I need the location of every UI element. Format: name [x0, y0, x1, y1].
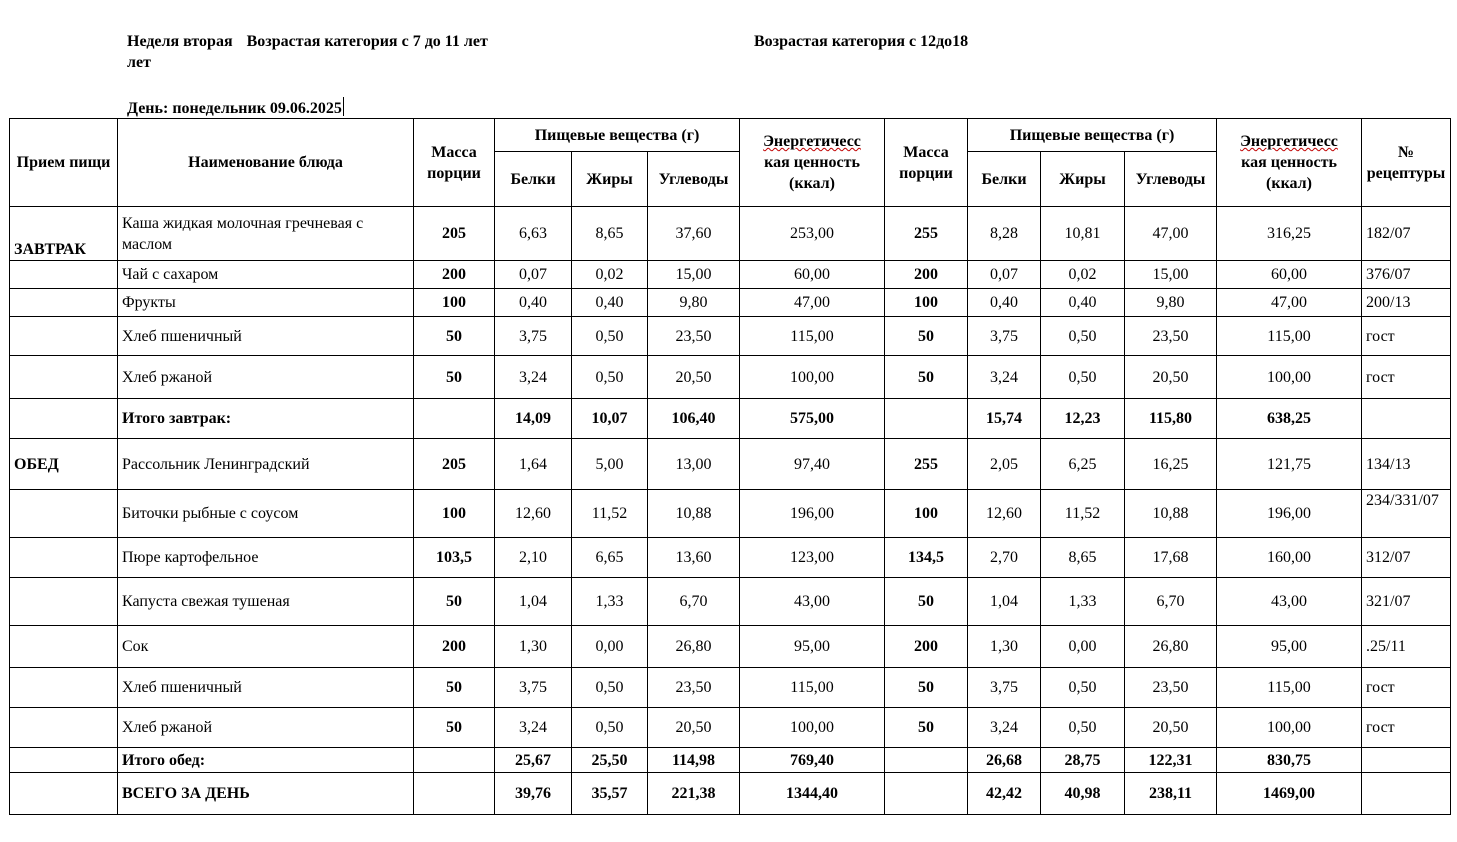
- carbs-1: 9,80: [648, 289, 740, 317]
- energy-1: 196,00: [740, 490, 885, 538]
- energy-1-part-b: кая ценность (ккал): [764, 154, 860, 192]
- energy-2: 95,00: [1217, 626, 1362, 668]
- dish-name: Хлеб пшеничный: [118, 668, 414, 708]
- mass-2: 50: [885, 578, 968, 626]
- energy-2: 196,00: [1217, 490, 1362, 538]
- meal-cell: [10, 538, 118, 578]
- carbs-2: 16,25: [1125, 439, 1217, 490]
- table-row: [10, 538, 1451, 578]
- mass-1: [414, 748, 495, 773]
- carbs-1: 23,50: [648, 317, 740, 356]
- fat-1: 0,50: [572, 708, 648, 748]
- meal-cell: [10, 356, 118, 399]
- carbs-1: 15,00: [648, 261, 740, 289]
- recipe-number: гост: [1362, 317, 1451, 356]
- carbs-1: 20,50: [648, 356, 740, 399]
- protein-2: 1,04: [968, 578, 1041, 626]
- protein-2: 3,24: [968, 356, 1041, 399]
- recipe-number: 312/07: [1362, 538, 1451, 578]
- protein-1: 3,24: [495, 708, 572, 748]
- protein-1: 2,10: [495, 538, 572, 578]
- mass-2: 100: [885, 289, 968, 317]
- carbs-2: 47,00: [1125, 207, 1217, 261]
- recipe-number: [1362, 773, 1451, 815]
- col-mass-2: Масса порции: [885, 119, 968, 207]
- fat-1: 6,65: [572, 538, 648, 578]
- mass-1: 50: [414, 668, 495, 708]
- table-row: [10, 289, 1451, 317]
- protein-1: 12,60: [495, 490, 572, 538]
- age-category-1: Возрастая категория с 7 до 11 лет: [246, 33, 488, 50]
- fat-1: 35,57: [572, 773, 648, 815]
- energy-1: 100,00: [740, 708, 885, 748]
- recipe-number: [1362, 748, 1451, 773]
- table-header: [10, 119, 1451, 207]
- mass-2: [885, 399, 968, 439]
- col-nutrients-2: Пищевые вещества (г): [968, 119, 1217, 152]
- mass-2: 50: [885, 708, 968, 748]
- week-label: Неделя вторая: [127, 33, 233, 50]
- recipe-number: гост: [1362, 356, 1451, 399]
- dish-name: Чай с сахаром: [118, 261, 414, 289]
- carbs-2: 115,80: [1125, 399, 1217, 439]
- fat-1: 11,52: [572, 490, 648, 538]
- energy-2-part-b: кая ценность (ккал): [1241, 154, 1337, 192]
- recipe-number: 234/331/07: [1362, 490, 1451, 538]
- energy-2: 47,00: [1217, 289, 1362, 317]
- recipe-number: 321/07: [1362, 578, 1451, 626]
- col-protein-2: Белки: [968, 152, 1041, 207]
- fat-1: 0,50: [572, 668, 648, 708]
- table-row: [10, 626, 1451, 668]
- mass-2: 100: [885, 490, 968, 538]
- carbs-1: 221,38: [648, 773, 740, 815]
- protein-1: 3,75: [495, 317, 572, 356]
- protein-2: 1,30: [968, 626, 1041, 668]
- carbs-2: 26,80: [1125, 626, 1217, 668]
- energy-2: 316,25: [1217, 207, 1362, 261]
- table-row: [10, 261, 1451, 289]
- carbs-1: 106,40: [648, 399, 740, 439]
- fat-2: 12,23: [1041, 399, 1125, 439]
- energy-1: 123,00: [740, 538, 885, 578]
- table-row: [10, 207, 1451, 261]
- protein-2: 0,07: [968, 261, 1041, 289]
- energy-1: 115,00: [740, 668, 885, 708]
- fat-2: 0,50: [1041, 356, 1125, 399]
- protein-1: 1,30: [495, 626, 572, 668]
- meal-cell: [10, 490, 118, 538]
- carbs-1: 10,88: [648, 490, 740, 538]
- age-category-1-wrap: лет: [127, 54, 151, 71]
- recipe-number: гост: [1362, 708, 1451, 748]
- meal-cell: [10, 708, 118, 748]
- protein-1: 25,67: [495, 748, 572, 773]
- fat-1: 0,02: [572, 261, 648, 289]
- carbs-1: 13,60: [648, 538, 740, 578]
- fat-2: 0,50: [1041, 708, 1125, 748]
- mass-1: 50: [414, 356, 495, 399]
- energy-2: 121,75: [1217, 439, 1362, 490]
- carbs-2: 20,50: [1125, 356, 1217, 399]
- carbs-1: 37,60: [648, 207, 740, 261]
- protein-1: 1,04: [495, 578, 572, 626]
- recipe-number: 134/13: [1362, 439, 1451, 490]
- col-recipe: № рецептуры: [1362, 119, 1451, 207]
- mass-1: 100: [414, 289, 495, 317]
- carbs-1: 13,00: [648, 439, 740, 490]
- meal-cell: ОБЕД: [10, 439, 118, 490]
- dish-name: Капуста свежая тушеная: [118, 578, 414, 626]
- mass-2: 255: [885, 439, 968, 490]
- fat-2: 1,33: [1041, 578, 1125, 626]
- protein-2: 2,70: [968, 538, 1041, 578]
- energy-1: 769,40: [740, 748, 885, 773]
- energy-2: 60,00: [1217, 261, 1362, 289]
- dish-name: Итого обед:: [118, 748, 414, 773]
- table-row: [10, 490, 1451, 538]
- energy-1: 97,40: [740, 439, 885, 490]
- protein-2: 12,60: [968, 490, 1041, 538]
- dish-name: Каша жидкая молочная гречневая с маслом: [118, 207, 414, 261]
- protein-2: 42,42: [968, 773, 1041, 815]
- carbs-2: 10,88: [1125, 490, 1217, 538]
- fat-2: 28,75: [1041, 748, 1125, 773]
- carbs-1: 26,80: [648, 626, 740, 668]
- protein-1: 3,75: [495, 668, 572, 708]
- table-row: [10, 773, 1451, 815]
- day-label: [127, 97, 344, 119]
- mass-2: 50: [885, 317, 968, 356]
- table-row: [10, 578, 1451, 626]
- col-nutrients-1: Пищевые вещества (г): [495, 119, 740, 152]
- fat-1: 5,00: [572, 439, 648, 490]
- carbs-1: 20,50: [648, 708, 740, 748]
- meal-cell: [10, 773, 118, 815]
- protein-2: 8,28: [968, 207, 1041, 261]
- protein-2: 0,40: [968, 289, 1041, 317]
- mass-1: 205: [414, 207, 495, 261]
- col-dish: Наименование блюда: [118, 119, 414, 207]
- energy-1: 60,00: [740, 261, 885, 289]
- energy-1: 100,00: [740, 356, 885, 399]
- fat-1: 0,50: [572, 356, 648, 399]
- energy-2-part-a: Энергетичесс: [1240, 133, 1338, 150]
- meal-cell: [10, 317, 118, 356]
- energy-1: 115,00: [740, 317, 885, 356]
- mass-1: [414, 399, 495, 439]
- meal-cell: [10, 748, 118, 773]
- col-carbs-1: Углеводы: [648, 152, 740, 207]
- protein-2: 15,74: [968, 399, 1041, 439]
- dish-name: Рассольник Ленинградский: [118, 439, 414, 490]
- dish-name: Хлеб ржаной: [118, 356, 414, 399]
- table-body: [10, 207, 1451, 815]
- fat-1: 8,65: [572, 207, 648, 261]
- recipe-number: .25/11: [1362, 626, 1451, 668]
- mass-1: 50: [414, 317, 495, 356]
- fat-1: 0,00: [572, 626, 648, 668]
- fat-1: 10,07: [572, 399, 648, 439]
- energy-1: 47,00: [740, 289, 885, 317]
- protein-2: 3,75: [968, 317, 1041, 356]
- energy-2: 830,75: [1217, 748, 1362, 773]
- table-row: [10, 748, 1451, 773]
- protein-2: 3,24: [968, 708, 1041, 748]
- menu-table: [9, 118, 1451, 815]
- carbs-2: 122,31: [1125, 748, 1217, 773]
- energy-2: 115,00: [1217, 668, 1362, 708]
- fat-2: 6,25: [1041, 439, 1125, 490]
- mass-1: 103,5: [414, 538, 495, 578]
- fat-2: 40,98: [1041, 773, 1125, 815]
- dish-name: Фрукты: [118, 289, 414, 317]
- carbs-2: 17,68: [1125, 538, 1217, 578]
- recipe-number: [1362, 399, 1451, 439]
- table-row: [10, 317, 1451, 356]
- fat-1: 1,33: [572, 578, 648, 626]
- mass-2: 134,5: [885, 538, 968, 578]
- col-fat-2: Жиры: [1041, 152, 1125, 207]
- carbs-2: 238,11: [1125, 773, 1217, 815]
- age-category-2: Возрастая категория с 12до18: [754, 33, 969, 50]
- carbs-2: 20,50: [1125, 708, 1217, 748]
- meal-cell: [10, 578, 118, 626]
- col-energy-1: [740, 119, 885, 207]
- fat-2: 0,50: [1041, 317, 1125, 356]
- dish-name: Хлеб ржаной: [118, 708, 414, 748]
- mass-1: 200: [414, 626, 495, 668]
- fat-2: 10,81: [1041, 207, 1125, 261]
- protein-1: 6,63: [495, 207, 572, 261]
- carbs-2: 23,50: [1125, 317, 1217, 356]
- protein-1: 3,24: [495, 356, 572, 399]
- energy-2: 115,00: [1217, 317, 1362, 356]
- carbs-2: 9,80: [1125, 289, 1217, 317]
- fat-2: 8,65: [1041, 538, 1125, 578]
- fat-2: 11,52: [1041, 490, 1125, 538]
- dish-name: Сок: [118, 626, 414, 668]
- text-cursor: [343, 97, 344, 116]
- mass-2: [885, 773, 968, 815]
- protein-1: 0,40: [495, 289, 572, 317]
- meal-cell: [10, 399, 118, 439]
- energy-2: 160,00: [1217, 538, 1362, 578]
- mass-1: 50: [414, 578, 495, 626]
- dish-name: Итого завтрак:: [118, 399, 414, 439]
- col-meal: Прием пищи: [10, 119, 118, 207]
- recipe-number: гост: [1362, 668, 1451, 708]
- carbs-2: 23,50: [1125, 668, 1217, 708]
- recipe-number: 376/07: [1362, 261, 1451, 289]
- dish-name: ВСЕГО ЗА ДЕНЬ: [118, 773, 414, 815]
- col-fat-1: Жиры: [572, 152, 648, 207]
- fat-1: 0,40: [572, 289, 648, 317]
- energy-2: 638,25: [1217, 399, 1362, 439]
- mass-1: [414, 773, 495, 815]
- protein-1: 39,76: [495, 773, 572, 815]
- mass-1: 205: [414, 439, 495, 490]
- meal-cell: [10, 626, 118, 668]
- fat-2: 0,40: [1041, 289, 1125, 317]
- col-mass-1: Масса порции: [414, 119, 495, 207]
- protein-2: 2,05: [968, 439, 1041, 490]
- mass-2: 255: [885, 207, 968, 261]
- energy-1: 1344,40: [740, 773, 885, 815]
- col-carbs-2: Углеводы: [1125, 152, 1217, 207]
- header-line: [127, 31, 488, 52]
- energy-2: 1469,00: [1217, 773, 1362, 815]
- energy-2: 43,00: [1217, 578, 1362, 626]
- mass-1: 200: [414, 261, 495, 289]
- protein-1: 1,64: [495, 439, 572, 490]
- energy-1-part-a: Энергетичесс: [763, 133, 861, 150]
- meal-cell: ЗАВТРАК: [10, 207, 118, 261]
- mass-1: 50: [414, 708, 495, 748]
- fat-2: 0,50: [1041, 668, 1125, 708]
- energy-1: 253,00: [740, 207, 885, 261]
- dish-name: Хлеб пшеничный: [118, 317, 414, 356]
- table-row: [10, 356, 1451, 399]
- mass-1: 100: [414, 490, 495, 538]
- mass-2: 200: [885, 626, 968, 668]
- protein-1: 0,07: [495, 261, 572, 289]
- day-text: День: понедельник 09.06.2025: [127, 100, 342, 117]
- table-row: [10, 708, 1451, 748]
- protein-2: 26,68: [968, 748, 1041, 773]
- fat-1: 0,50: [572, 317, 648, 356]
- carbs-2: 6,70: [1125, 578, 1217, 626]
- dish-name: Биточки рыбные с соусом: [118, 490, 414, 538]
- dish-name: Пюре картофельное: [118, 538, 414, 578]
- meal-cell: [10, 668, 118, 708]
- fat-2: 0,00: [1041, 626, 1125, 668]
- table-row: [10, 439, 1451, 490]
- recipe-number: 182/07: [1362, 207, 1451, 261]
- protein-1: 14,09: [495, 399, 572, 439]
- table-row: [10, 668, 1451, 708]
- energy-1: 43,00: [740, 578, 885, 626]
- fat-1: 25,50: [572, 748, 648, 773]
- carbs-2: 15,00: [1125, 261, 1217, 289]
- mass-2: 50: [885, 356, 968, 399]
- col-protein-1: Белки: [495, 152, 572, 207]
- mass-2: [885, 748, 968, 773]
- col-energy-2: [1217, 119, 1362, 207]
- carbs-1: 23,50: [648, 668, 740, 708]
- protein-2: 3,75: [968, 668, 1041, 708]
- carbs-1: 6,70: [648, 578, 740, 626]
- fat-2: 0,02: [1041, 261, 1125, 289]
- carbs-1: 114,98: [648, 748, 740, 773]
- meal-cell: [10, 261, 118, 289]
- energy-1: 575,00: [740, 399, 885, 439]
- mass-2: 200: [885, 261, 968, 289]
- meal-cell: [10, 289, 118, 317]
- mass-2: 50: [885, 668, 968, 708]
- energy-2: 100,00: [1217, 356, 1362, 399]
- table-row: [10, 399, 1451, 439]
- energy-1: 95,00: [740, 626, 885, 668]
- recipe-number: 200/13: [1362, 289, 1451, 317]
- energy-2: 100,00: [1217, 708, 1362, 748]
